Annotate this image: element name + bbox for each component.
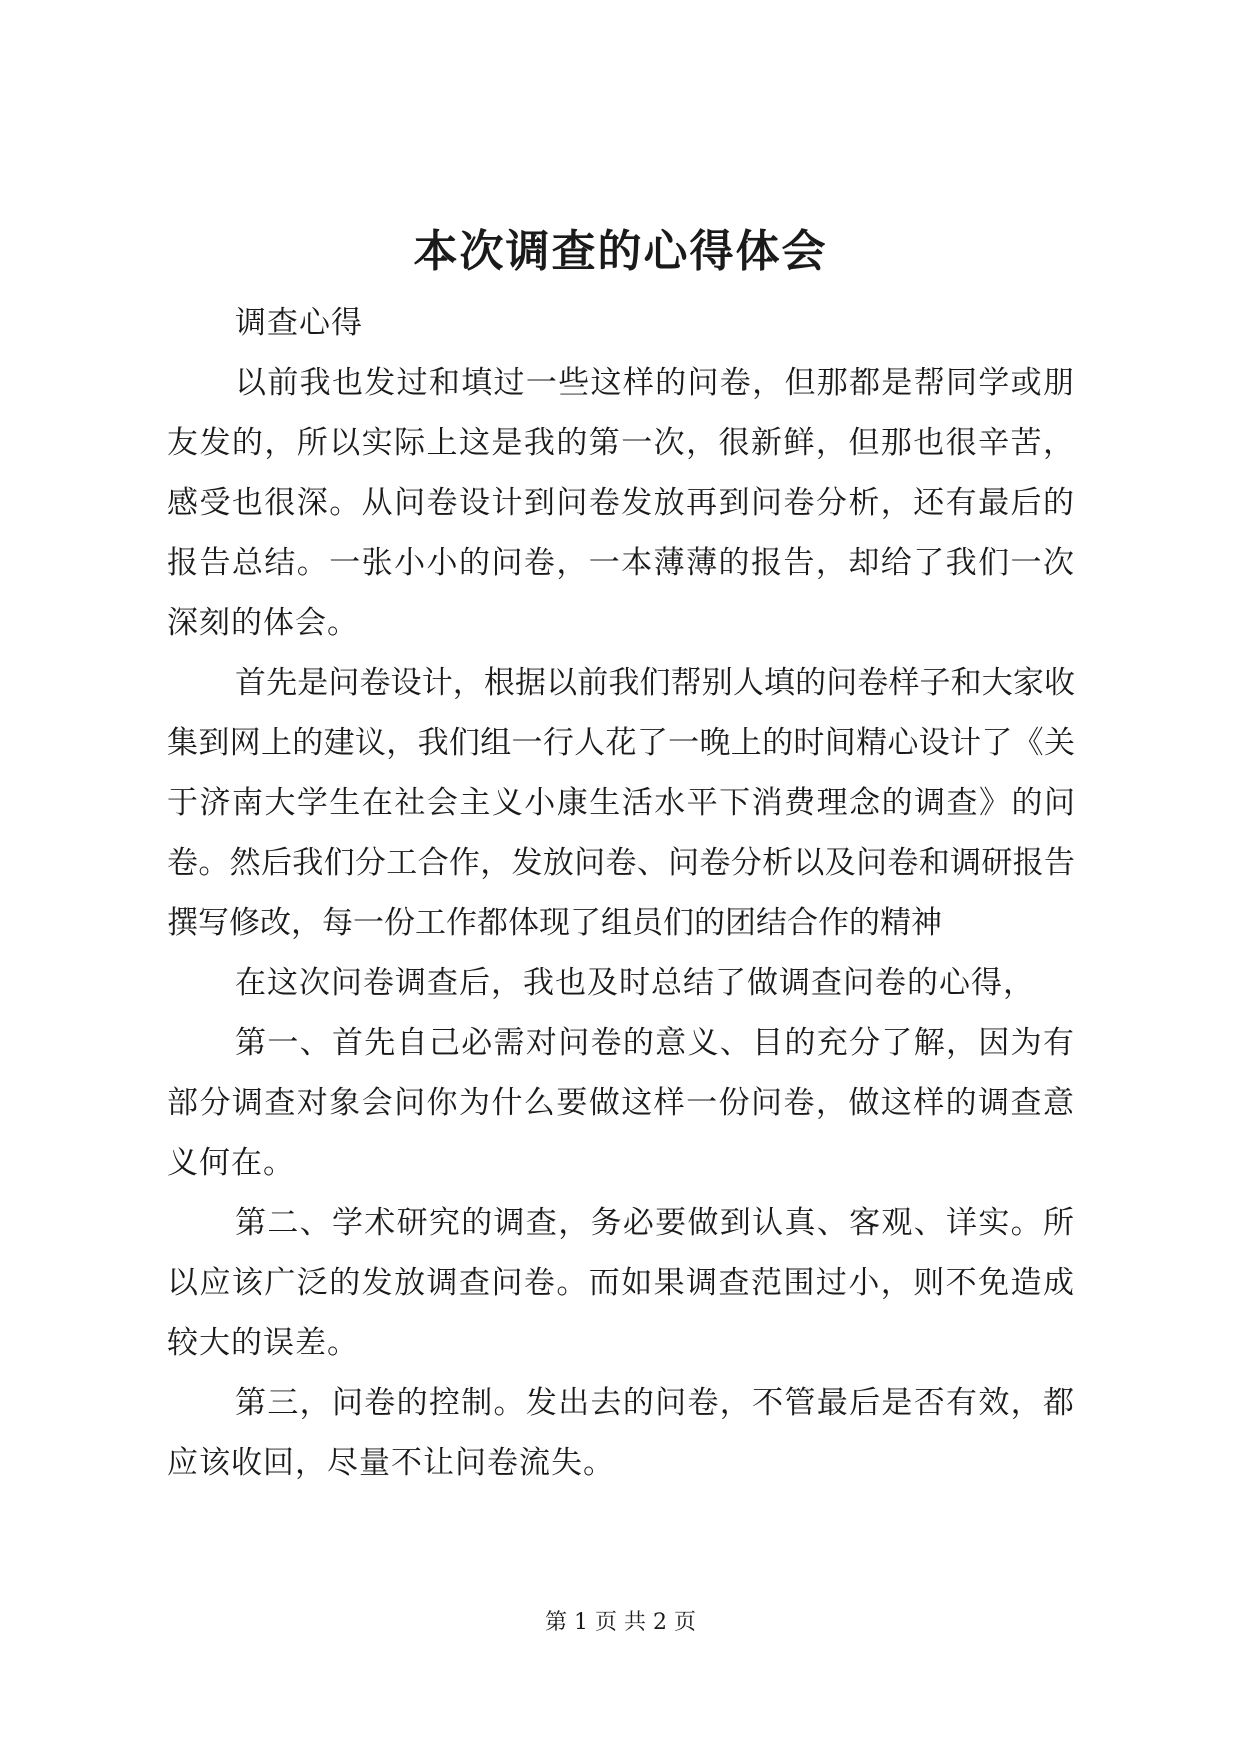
document-body	[167, 293, 1075, 1493]
paragraph-2: 首先是问卷设计，根据以前我们帮别人填的问卷样子和大家收集到网上的建议，我们组一行人花了一晚上的时间精心设计了《关于济南大学生在社会主义小康生活水平下消费理念的调查》的问卷。然后我们分工合作，发放问卷、问卷分析以及问卷和调研报告撰写修改，每一份工作都体现了组员们的团结合作的精神	[167, 665, 1075, 941]
paragraph-5: 第二、学术研究的调查，务必要做到认真、客观、详实。所以应该广泛的发放调查问卷。而如果调查范围过小，则不免造成较大的误差。	[167, 1205, 1075, 1361]
paragraph-heading: 调查心得	[235, 305, 363, 341]
document-title: 本次调查的心得体会	[413, 226, 828, 277]
paragraph-4: 第一、首先自己必需对问卷的意义、目的充分了解，因为有部分调查对象会问你为什么要做这样一份问卷，做这样的调查意义何在。	[167, 1025, 1075, 1181]
paragraph-1: 以前我也发过和填过一些这样的问卷，但那都是帮同学或朋友发的，所以实际上这是我的第一次，很新鲜，但那也很辛苦，感受也很深。从问卷设计到问卷发放再到问卷分析，还有最后的报告总结。一张小小的问卷，一本薄薄的报告，却给了我们一次深刻的体会。	[167, 365, 1075, 641]
paragraph-3: 在这次问卷调查后，我也及时总结了做调查问卷的心得，	[235, 965, 1035, 1001]
paragraph-6: 第三，问卷的控制。发出去的问卷，不管最后是否有效，都应该收回，尽量不让问卷流失。	[167, 1385, 1075, 1481]
page-footer: 第 1 页 共 2 页	[545, 1610, 696, 1635]
